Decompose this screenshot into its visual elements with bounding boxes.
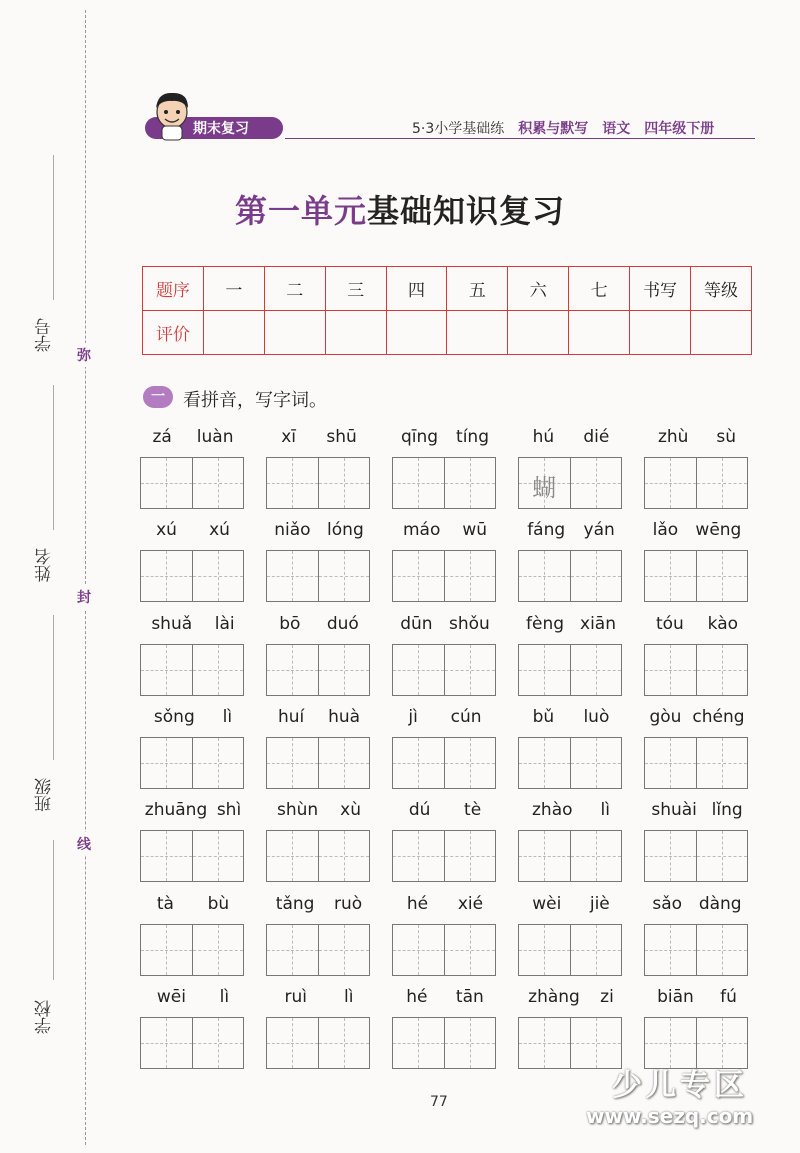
word-exercise (392, 800, 498, 882)
pinyin-syllable: lì (219, 987, 230, 1007)
writing-box[interactable] (141, 738, 192, 788)
pinyin-syllable: xié (457, 894, 484, 914)
word-exercise (140, 987, 246, 1069)
writing-box[interactable] (267, 738, 318, 788)
title-topic: 基础知识复习 (367, 192, 566, 230)
tianzige-pair (266, 1017, 370, 1069)
writing-box[interactable] (519, 738, 570, 788)
pinyin-syllable: jì (408, 707, 418, 727)
pinyin-syllable: lì (344, 987, 354, 1007)
writing-box[interactable] (444, 738, 496, 788)
writing-box[interactable] (393, 1018, 444, 1068)
pinyin-syllable: jiè (589, 894, 610, 914)
pinyin-row (266, 800, 372, 822)
table-cell: 题序 (143, 267, 204, 311)
pinyin-syllable: fèng (526, 614, 565, 634)
seal-char: 弥 (77, 343, 91, 367)
writing-box[interactable] (393, 551, 444, 601)
pinyin-syllable: lǐng (711, 800, 743, 820)
pinyin-row (140, 800, 246, 822)
writing-box[interactable] (192, 645, 244, 695)
tianzige-pair (140, 737, 244, 789)
writing-box[interactable] (267, 458, 318, 508)
pinyin-row (392, 894, 498, 916)
writing-box[interactable] (192, 738, 244, 788)
pinyin-syllable: fáng (527, 520, 566, 540)
writing-box[interactable] (696, 738, 748, 788)
class-label: 班级 (35, 778, 55, 812)
pinyin-syllable: lì (600, 800, 610, 820)
writing-box[interactable] (318, 1018, 370, 1068)
table-row (143, 267, 752, 311)
writing-box[interactable] (393, 738, 444, 788)
pinyin-row (266, 427, 372, 449)
tianzige-pair (266, 550, 370, 602)
table-cell: 七 (569, 267, 630, 311)
word-exercise (266, 520, 372, 602)
word-exercise (644, 800, 750, 882)
writing-box[interactable] (519, 458, 570, 508)
pinyin-syllable: xú (209, 520, 230, 540)
pinyin-syllable: xiān (580, 614, 616, 634)
tianzige-pair (644, 644, 748, 696)
word-exercise (644, 894, 750, 976)
score-input-cell[interactable] (447, 311, 508, 355)
seal-char: 线 (77, 832, 91, 856)
tianzige-pair (644, 550, 748, 602)
pinyin-syllable: tóu (655, 614, 684, 634)
pinyin-syllable: xù (340, 800, 361, 820)
tianzige-pair (644, 737, 748, 789)
pinyin-row (392, 800, 498, 822)
pinyin-syllable: hé (406, 894, 429, 914)
pinyin-row (644, 614, 750, 636)
pinyin-syllable: ruì (284, 987, 307, 1007)
word-exercise (392, 707, 498, 789)
pinyin-syllable: wū (462, 520, 487, 540)
writing-box[interactable] (141, 458, 192, 508)
tianzige-pair (140, 550, 244, 602)
tianzige-pair (392, 830, 496, 882)
pinyin-syllable: qīng (400, 427, 439, 447)
score-input-cell[interactable] (630, 311, 691, 355)
writing-box[interactable] (696, 458, 748, 508)
writing-box[interactable] (570, 551, 622, 601)
tianzige-pair (266, 457, 370, 509)
pinyin-row (266, 894, 372, 916)
word-exercise (266, 614, 372, 696)
watermark-url: www.sezq.com (586, 1104, 754, 1128)
pinyin-row (392, 520, 498, 542)
pinyin-row (266, 707, 372, 729)
pinyin-row (518, 427, 624, 449)
tianzige-pair (518, 924, 622, 976)
section-number: 一 (143, 386, 173, 408)
pinyin-syllable: ruò (334, 894, 363, 914)
pinyin-syllable: hé (406, 987, 428, 1007)
student-name-label: 姓名 (35, 548, 55, 582)
pinyin-syllable: gòu (649, 707, 682, 727)
word-exercise (140, 707, 246, 789)
tianzige-pair (518, 737, 622, 789)
word-exercise (518, 987, 624, 1069)
word-exercise (392, 987, 498, 1069)
writing-box[interactable] (519, 551, 570, 601)
tianzige-pair (140, 830, 244, 882)
tianzige-pair (518, 550, 622, 602)
writing-box[interactable] (570, 831, 622, 881)
pinyin-syllable: zá (152, 427, 172, 447)
writing-box[interactable] (444, 925, 496, 975)
tianzige-pair (266, 924, 370, 976)
pinyin-row (140, 707, 246, 729)
writing-box[interactable] (318, 458, 370, 508)
pinyin-row (644, 987, 750, 1009)
pinyin-syllable: sǎo (652, 894, 683, 914)
pinyin-syllable: shū (326, 427, 357, 447)
writing-box[interactable] (141, 1018, 192, 1068)
writing-box[interactable] (393, 925, 444, 975)
pinyin-syllable: duó (326, 614, 359, 634)
score-input-cell[interactable] (203, 311, 264, 355)
school-label: 学校 (35, 1000, 55, 1034)
writing-box[interactable] (696, 551, 748, 601)
writing-box[interactable] (645, 738, 696, 788)
writing-box[interactable] (393, 645, 444, 695)
pinyin-row (266, 987, 372, 1009)
pinyin-syllable: sǒng (153, 707, 195, 727)
pinyin-row (266, 614, 372, 636)
writing-box[interactable] (444, 831, 496, 881)
pinyin-row (518, 894, 624, 916)
word-exercise (266, 894, 372, 976)
writing-box[interactable] (696, 831, 748, 881)
pinyin-syllable: zi (600, 987, 614, 1007)
pinyin-syllable: wēng (695, 520, 742, 540)
pinyin-row (644, 894, 750, 916)
tianzige-pair (266, 830, 370, 882)
tianzige-pair (518, 830, 622, 882)
pinyin-syllable: zhàng (528, 987, 580, 1007)
tianzige-pair (518, 457, 622, 509)
table-row (143, 311, 752, 355)
word-exercise (266, 427, 372, 509)
badge-label: 期末复习 (193, 121, 249, 137)
pinyin-syllable: xī (281, 427, 296, 447)
pinyin-syllable: bǔ (532, 707, 555, 727)
pinyin-row (392, 987, 498, 1009)
margin-line (53, 385, 54, 530)
pinyin-syllable: sù (716, 427, 737, 447)
pinyin-syllable: shuài (651, 800, 697, 820)
pinyin-syllable: tān (455, 987, 484, 1007)
writing-box[interactable] (192, 925, 244, 975)
pinyin-syllable: yán (583, 520, 615, 540)
pinyin-syllable: kào (707, 614, 739, 634)
pinyin-syllable: chéng (692, 707, 745, 727)
word-exercise (140, 427, 246, 509)
writing-box[interactable] (519, 831, 570, 881)
pinyin-row (392, 707, 498, 729)
pinyin-row (266, 520, 372, 542)
pinyin-syllable: wēi (156, 987, 186, 1007)
writing-box[interactable] (393, 458, 444, 508)
word-exercise (644, 427, 750, 509)
tianzige-pair (140, 644, 244, 696)
writing-box[interactable] (570, 645, 622, 695)
tianzige-pair (392, 550, 496, 602)
word-exercise (518, 800, 624, 882)
pinyin-syllable: bù (207, 894, 230, 914)
word-exercise (644, 707, 750, 789)
binding-dashed-line (85, 10, 86, 1145)
pinyin-row (140, 614, 246, 636)
word-exercise (518, 427, 624, 509)
pinyin-syllable: wèi (532, 894, 562, 914)
pinyin-syllable: zhù (657, 427, 689, 447)
pinyin-syllable: dú (408, 800, 431, 820)
word-exercise (644, 520, 750, 602)
score-input-cell[interactable] (325, 311, 386, 355)
writing-box[interactable] (519, 645, 570, 695)
table-cell: 三 (325, 267, 386, 311)
writing-box[interactable] (696, 925, 748, 975)
pinyin-syllable: huí (277, 707, 305, 727)
word-exercise (266, 987, 372, 1069)
table-cell: 评价 (143, 311, 204, 355)
pinyin-syllable: zhuāng (144, 800, 208, 820)
writing-box[interactable] (141, 551, 192, 601)
grade-name: 四年级下册 (644, 121, 715, 137)
writing-box[interactable] (141, 645, 192, 695)
pinyin-row (140, 520, 246, 542)
header-rule (285, 138, 755, 139)
pinyin-syllable: máo (402, 520, 441, 540)
pinyin-row (518, 800, 624, 822)
pinyin-syllable: tè (464, 800, 482, 820)
writing-box[interactable] (318, 925, 370, 975)
writing-box[interactable] (267, 551, 318, 601)
writing-box[interactable] (519, 1018, 570, 1068)
writing-box[interactable] (444, 551, 496, 601)
tianzige-pair (392, 1017, 496, 1069)
writing-box[interactable] (192, 831, 244, 881)
watermark-name: 少儿专区 (612, 1068, 748, 1103)
word-exercise (644, 614, 750, 696)
pinyin-syllable: luàn (196, 427, 234, 447)
pinyin-row (518, 987, 624, 1009)
score-table (142, 266, 752, 355)
pinyin-row (644, 800, 750, 822)
pinyin-syllable: shuǎ (151, 614, 193, 634)
word-exercise (392, 614, 498, 696)
pinyin-syllable: tǎng (275, 894, 315, 914)
pinyin-syllable: zhào (532, 800, 573, 820)
writing-box[interactable] (318, 551, 370, 601)
pinyin-row (518, 614, 624, 636)
series-name: 5·3小学基础练 (412, 121, 505, 137)
writing-box[interactable] (267, 645, 318, 695)
table-cell: 一 (203, 267, 264, 311)
pinyin-row (644, 427, 750, 449)
pinyin-syllable: xú (156, 520, 177, 540)
page-title (0, 186, 800, 232)
score-input-cell[interactable] (386, 311, 447, 355)
tianzige-pair (392, 457, 496, 509)
tianzige-pair (392, 644, 496, 696)
table-cell: 四 (386, 267, 447, 311)
tianzige-pair (266, 737, 370, 789)
writing-box[interactable] (192, 458, 244, 508)
tianzige-pair (392, 924, 496, 976)
header-info (412, 118, 714, 138)
word-exercise (392, 427, 498, 509)
tianzige-pair (644, 924, 748, 976)
word-exercise (266, 800, 372, 882)
tianzige-pair (518, 1017, 622, 1069)
pinyin-syllable: fú (720, 987, 737, 1007)
writing-box[interactable] (192, 1018, 244, 1068)
pinyin-syllable: tíng (456, 427, 490, 447)
word-exercise (518, 894, 624, 976)
writing-box[interactable] (393, 831, 444, 881)
pinyin-row (140, 894, 246, 916)
tianzige-pair (644, 457, 748, 509)
writing-box[interactable] (519, 925, 570, 975)
tianzige-pair (644, 830, 748, 882)
book-name: 积累与默写 (518, 121, 589, 137)
writing-box[interactable] (141, 925, 192, 975)
box-character: 蝴 (532, 474, 557, 502)
writing-box[interactable] (696, 645, 748, 695)
table-cell: 二 (264, 267, 325, 311)
pinyin-syllable: niǎo (274, 520, 311, 540)
pinyin-syllable: hú (532, 427, 555, 447)
student-id-label: 学号 (35, 318, 55, 352)
word-exercise (518, 614, 624, 696)
subject-name: 语文 (602, 121, 631, 137)
word-exercise (518, 707, 624, 789)
margin-line (53, 840, 54, 980)
writing-box[interactable] (267, 925, 318, 975)
word-exercise (266, 707, 372, 789)
tianzige-pair (140, 1017, 244, 1069)
word-exercise (140, 614, 246, 696)
tianzige-pair (518, 644, 622, 696)
pinyin-syllable: shǒu (448, 614, 490, 634)
writing-box[interactable] (645, 925, 696, 975)
pinyin-syllable: lì (222, 707, 233, 727)
pinyin-syllable: dié (583, 427, 610, 447)
pinyin-syllable: dūn (400, 614, 433, 634)
writing-box[interactable] (645, 831, 696, 881)
score-input-cell[interactable] (508, 311, 569, 355)
writing-box[interactable] (318, 645, 370, 695)
margin-line (53, 615, 54, 760)
pinyin-row (518, 520, 624, 542)
writing-box[interactable] (141, 831, 192, 881)
table-cell: 五 (447, 267, 508, 311)
pinyin-row (518, 707, 624, 729)
word-exercise (140, 800, 246, 882)
tianzige-pair (140, 924, 244, 976)
writing-box[interactable] (645, 458, 696, 508)
tianzige-pair (392, 737, 496, 789)
table-cell: 等级 (691, 267, 752, 311)
pinyin-syllable: tà (156, 894, 174, 914)
pinyin-syllable: biān (657, 987, 694, 1007)
pinyin-syllable: lài (214, 614, 235, 634)
word-exercise (518, 520, 624, 602)
pinyin-syllable: bō (279, 614, 301, 634)
tianzige-pair (266, 644, 370, 696)
page-number: 77 (430, 1094, 448, 1110)
score-input-cell[interactable] (691, 311, 752, 355)
tianzige-pair (140, 457, 244, 509)
writing-box[interactable] (267, 1018, 318, 1068)
writing-box[interactable] (444, 1018, 496, 1068)
writing-box[interactable] (192, 551, 244, 601)
writing-box[interactable] (318, 738, 370, 788)
score-input-cell[interactable] (569, 311, 630, 355)
writing-box[interactable] (570, 925, 622, 975)
pinyin-syllable: cún (450, 707, 482, 727)
writing-box[interactable] (444, 458, 496, 508)
word-exercise (140, 520, 246, 602)
word-exercise (644, 987, 750, 1069)
word-exercise (392, 520, 498, 602)
pinyin-row (392, 427, 498, 449)
pinyin-syllable: lóng (327, 520, 364, 540)
table-cell: 书写 (630, 267, 691, 311)
pinyin-syllable: shùn (276, 800, 319, 820)
writing-box[interactable] (267, 831, 318, 881)
writing-box[interactable] (444, 645, 496, 695)
writing-box[interactable] (570, 458, 622, 508)
pinyin-row (392, 614, 498, 636)
writing-box[interactable] (570, 738, 622, 788)
word-exercise (140, 894, 246, 976)
writing-box[interactable] (645, 645, 696, 695)
writing-box[interactable] (318, 831, 370, 881)
pinyin-row (644, 520, 750, 542)
pinyin-row (140, 987, 246, 1009)
pinyin-row (140, 427, 246, 449)
seal-char: 封 (77, 585, 91, 609)
word-exercise (392, 894, 498, 976)
title-unit: 第一单元 (234, 192, 367, 230)
pinyin-syllable: lǎo (652, 520, 679, 540)
score-input-cell[interactable] (264, 311, 325, 355)
writing-box[interactable] (645, 551, 696, 601)
pinyin-syllable: dàng (698, 894, 742, 914)
pinyin-syllable: luò (583, 707, 610, 727)
pinyin-syllable: shì (216, 800, 242, 820)
section-instruction: 看拼音，写字词。 (183, 390, 327, 411)
pinyin-row (644, 707, 750, 729)
table-cell: 六 (508, 267, 569, 311)
boy-mascot-icon (150, 88, 194, 142)
pinyin-syllable: huà (328, 707, 361, 727)
